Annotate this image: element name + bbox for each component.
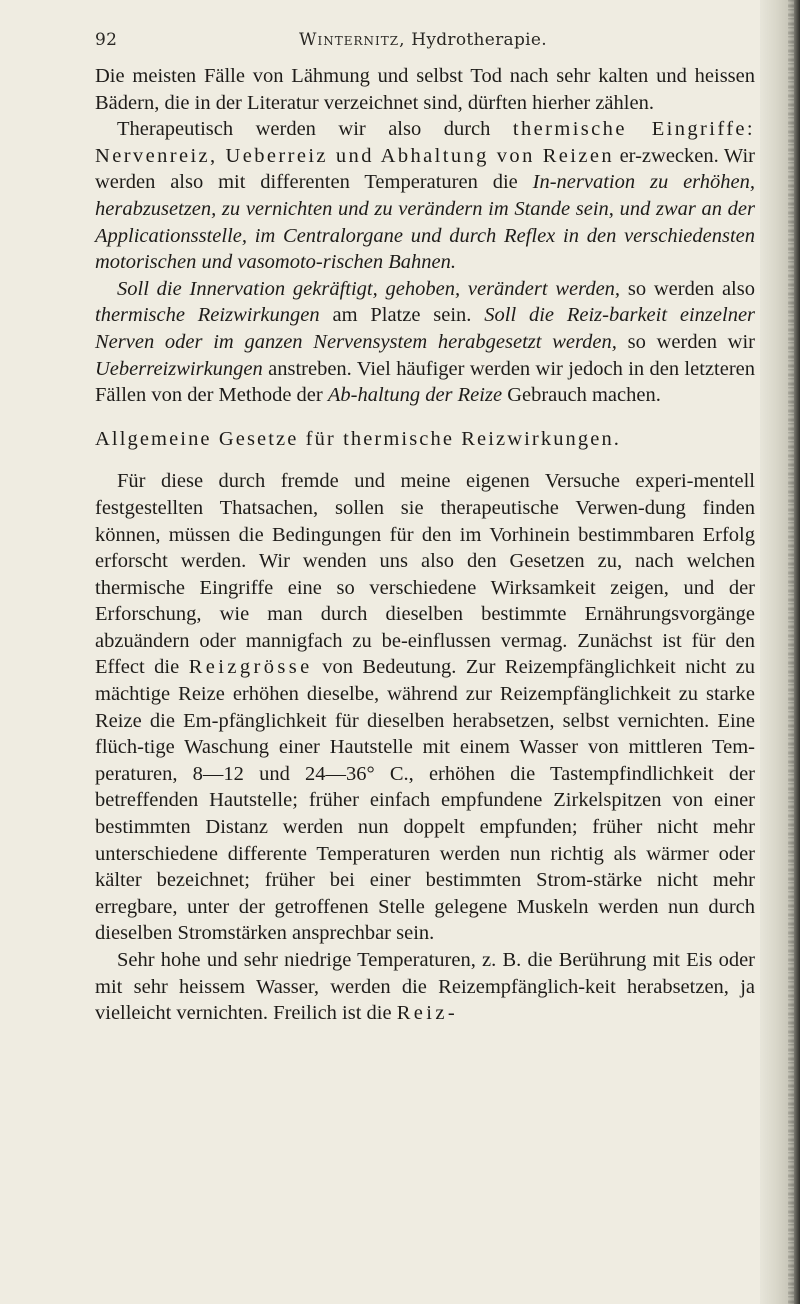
p2-italic-innervation: In-nervation zu erhöhen, herabzusetzen, zu vernichten und zu verändern im Stande sein, und zwar an der Applicationsstelle, im Centralorgane und durch Reflex in den verschiedensten motorischen und vasomoto-rischen Bahnen. — [95, 171, 755, 274]
p3-italic-g: Ueberreizwirkungen — [95, 357, 263, 380]
p4-spaced-reizgroesse: Reizgrösse — [188, 656, 313, 679]
p3-text-f: so werden wir — [627, 330, 755, 353]
running-header — [95, 30, 755, 56]
p3-italic-e: Soll die Reiz-barkeit einzelner Nerven oder im ganzen Nervensystem herabgesetzt werden, — [95, 304, 756, 353]
body-text — [95, 63, 755, 1027]
p2-spaced-thermische-eingriffe: thermische Eingriffe: — [512, 118, 756, 141]
p3-italic-i: Ab-haltung der Reize — [327, 384, 503, 407]
paragraph-4 — [95, 468, 755, 947]
paragraph-5 — [95, 947, 755, 1027]
p2-spaced-nervenreiz: Nervenreiz, Ueberreiz und Abhaltung von Reizen — [95, 144, 615, 167]
p3-text-b: so werden also — [627, 277, 755, 300]
p5-text: Sehr hohe und sehr niedrige Temperaturen, z. B. die Berührung mit Eis oder mit sehr heissem Wasser, werden die Reizempfänglich-keit herabsetzen, ja vielleicht vernichten. Freilich ist die — [95, 949, 755, 1025]
p5-spaced-reiz: Reiz- — [396, 1002, 459, 1025]
p4-text-rest: von Bedeutung. Zur Reizempfänglichkeit nicht zu mächtige Reize erhöhen dieselbe, während zur Reizempfänglichkeit zu starke Reize die Em-pfänglichkeit für dieselben herabsetzen, selbst vernichten. Eine flüch-tige Waschung einer Hautstelle mit einem Wasser von mittleren Tem-peraturen, 8—12 und 24—36° C., erhöhen die Tastempfindlichkeit der betreffenden Hautstelle; früher einfach empfundene Zirkelspitzen von einer bestimmten Distanz werden nun doppelt empfunden; früher nicht mehr unterschiedene differente Temperaturen werden nun richtig als wärmer oder kälter bezeichnet; früher bei einer bestimmten Strom-stärke nicht mehr erregbare, unter der getroffenen Stelle gelegene Muskeln werden nun durch dieselben Stromstärken ansprechbar sein. — [95, 656, 756, 945]
p3-italic-a: Soll die Innervation gekräftigt, gehoben, verändert werden, — [117, 277, 621, 300]
p2-text-a: Therapeutisch werden wir also durch — [117, 118, 491, 141]
p3-italic-c: thermische Reizwirkungen — [95, 304, 320, 327]
page-number: 92 — [95, 30, 118, 50]
p2-text-d: er-zwecken. Wir werden also mit differenten Temperaturen die — [95, 144, 755, 194]
paragraph-2 — [95, 116, 755, 276]
p3-text-d: am Platze sein. — [332, 304, 472, 327]
p4-text: Für diese durch fremde und meine eigenen Versuche experi-mentell festgestellten Thatsachen, sollen sie therapeutische Verwen-dung finden können, müssen die Bedingungen für den im Vorhinein bestimmbaren Erfolg erforscht werden. Wir wenden uns also den Gesetzen zu, nach welchen thermische Eingriffe eine so verschiedene Wirksamkeit zeigen, und der Erforschung, wie man durch dieselben bestimmte Ernährungsvorgänge abzuändern oder mannigfach zu be-einflussen vermag. Zunächst ist für den Effect die — [95, 470, 755, 679]
p3-text-j: Gebrauch machen. — [507, 384, 661, 407]
running-title — [299, 30, 547, 50]
book-title: Hydrotherapie. — [411, 30, 547, 50]
p3-text-h: anstreben. Viel häufiger werden wir jedoch in den letzteren Fällen von der Methode der — [95, 357, 755, 407]
paragraph-1: Die meisten Fälle von Lähmung und selbst Tod nach sehr kalten und heissen Bädern, die in der Literatur verzeichnet sind, dürften hierher zählen. — [95, 65, 755, 114]
page-edge-shadow — [760, 0, 800, 1304]
paragraph-3 — [95, 276, 755, 409]
author-name: Winternitz, — [299, 30, 406, 50]
section-heading: Allgemeine Gesetze für thermische Reizwirkungen. — [95, 427, 622, 450]
page-edge-stack — [788, 0, 794, 1304]
